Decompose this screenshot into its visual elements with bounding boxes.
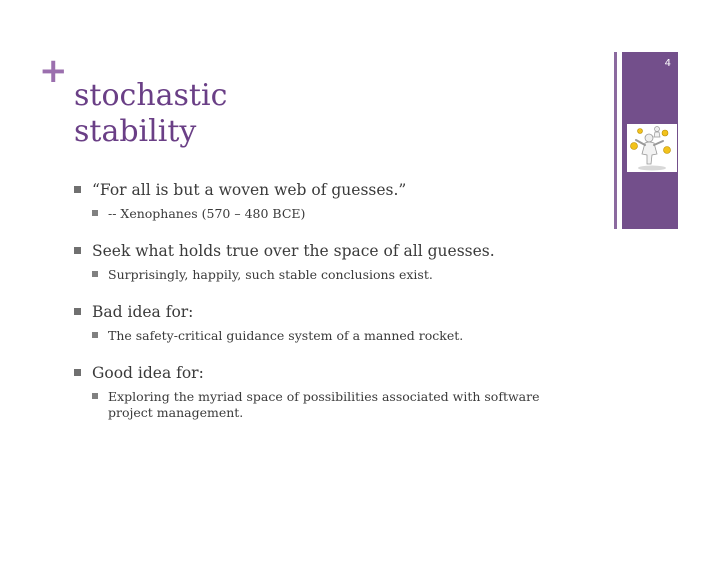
- bullet-list: [72, 180, 592, 440]
- sub-list-item: [72, 267, 592, 283]
- square-bullet-icon: [74, 186, 81, 193]
- list-item: [72, 363, 592, 383]
- sub-list-item: [72, 328, 592, 344]
- sub-bullet-text: Surprisingly, happily, such stable conclusions exist.: [108, 267, 433, 282]
- list-item: [72, 241, 592, 261]
- square-bullet-icon: [92, 393, 98, 399]
- figures-juggling-icon: [627, 124, 677, 172]
- sub-bullet-text: Exploring the myriad space of possibilities associated with software project management.: [108, 389, 540, 420]
- bullet-text: “For all is but a woven web of guesses.”: [92, 181, 407, 199]
- sub-bullet-text: The safety-critical guidance system of a manned rocket.: [108, 328, 464, 343]
- sidebar-accent-strip: [614, 52, 617, 229]
- sub-list-item: [72, 389, 568, 421]
- list-item: [72, 302, 592, 322]
- bullet-group: [72, 363, 592, 421]
- bullet-text: Good idea for:: [92, 364, 204, 382]
- plus-mark: +: [39, 51, 68, 91]
- bullet-group: [72, 180, 592, 222]
- sub-bullet-text: -- Xenophanes (570 – 480 BCE): [108, 206, 306, 221]
- title-line-1: stochastic: [74, 78, 228, 113]
- bullet-text: Seek what holds true over the space of all guesses.: [92, 242, 495, 260]
- square-bullet-icon: [74, 369, 81, 376]
- page-number: 4: [664, 58, 671, 69]
- slide-title: [74, 78, 494, 150]
- sub-list-item: [72, 206, 592, 222]
- bullet-group: [72, 241, 592, 283]
- square-bullet-icon: [92, 271, 98, 277]
- square-bullet-icon: [74, 247, 81, 254]
- bullet-group: [72, 302, 592, 344]
- square-bullet-icon: [92, 210, 98, 216]
- bullet-text: Bad idea for:: [92, 303, 194, 321]
- title-line-2: stability: [74, 114, 197, 149]
- list-item: [72, 180, 592, 200]
- square-bullet-icon: [74, 308, 81, 315]
- square-bullet-icon: [92, 332, 98, 338]
